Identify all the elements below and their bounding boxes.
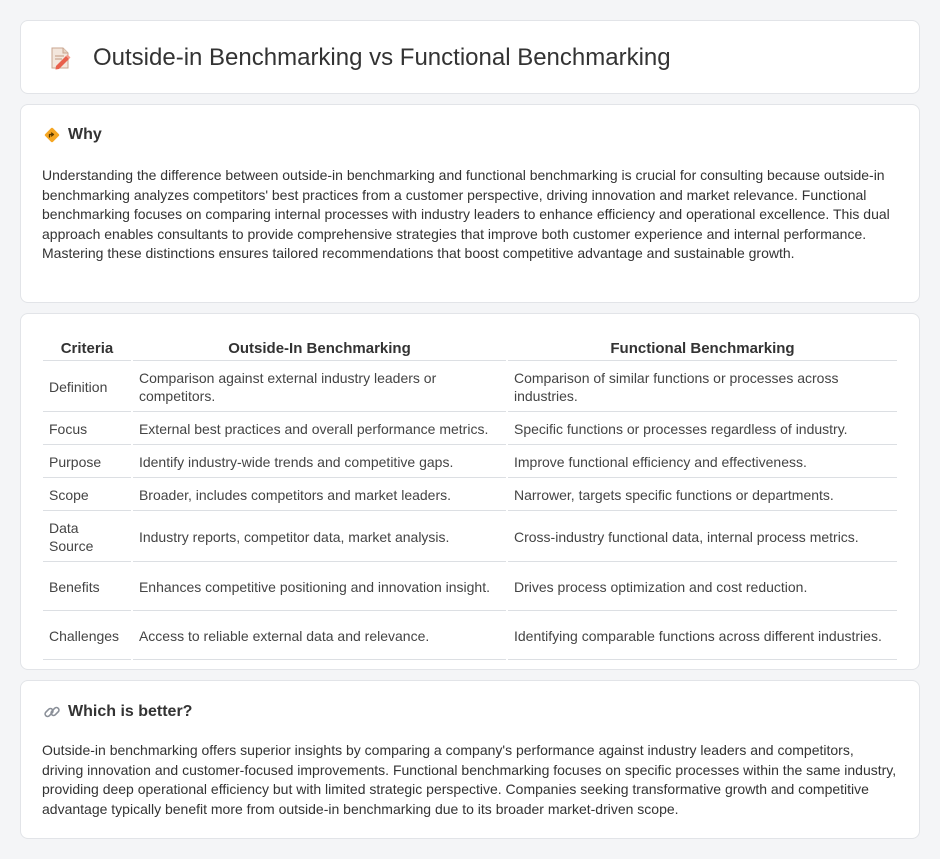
table-row [43, 513, 897, 562]
table-row [43, 564, 897, 611]
row-criterion: Definition [43, 363, 131, 412]
header-functional: Functional Benchmarking [508, 335, 897, 361]
row-criterion: Focus [43, 414, 131, 445]
table-header-row [43, 335, 897, 361]
row-criterion: Scope [43, 480, 131, 511]
comparison-table-card [20, 313, 920, 670]
table-row [43, 613, 897, 660]
better-header [43, 703, 192, 721]
row-outside-in: Identify industry-wide trends and competitive gaps. [133, 447, 506, 478]
why-header [43, 126, 102, 144]
which-is-better-card [20, 680, 920, 839]
link-icon [43, 703, 61, 721]
document-pencil-icon [47, 45, 73, 71]
row-functional: Identifying comparable functions across different industries. [508, 613, 897, 660]
row-functional: Comparison of similar functions or processes across industries. [508, 363, 897, 412]
table-row [43, 447, 897, 478]
title-row [47, 21, 671, 95]
row-outside-in: Industry reports, competitor data, market analysis. [133, 513, 506, 562]
row-functional: Specific functions or processes regardless of industry. [508, 414, 897, 445]
row-functional: Narrower, targets specific functions or departments. [508, 480, 897, 511]
better-title: Which is better? [68, 703, 193, 720]
row-outside-in: Enhances competitive positioning and innovation insight. [133, 564, 506, 611]
title-card [20, 20, 920, 94]
header-criteria: Criteria [43, 335, 131, 361]
row-criterion: Benefits [43, 564, 131, 611]
why-body: Understanding the difference between outside-in benchmarking and functional benchmarking is crucial for consulting because outside-in benchmarking analyzes competitors' best practices from a customer perspective, driving innovation and market relevance. Functional benchmarking focuses on comparing internal processes with industry leaders to enhance efficiency and operational excellence. This dual approach enables consultants to provide comprehensive strategies that improve both customer experience and internal performance. Mastering these distinctions ensures tailored recommendations that boost competitive advantage and sustainable growth. [42, 167, 890, 262]
why-card [20, 104, 920, 303]
row-outside-in: Broader, includes competitors and market leaders. [133, 480, 506, 511]
table-row [43, 414, 897, 445]
row-criterion: Data Source [43, 513, 131, 562]
comparison-table [41, 333, 899, 662]
better-body: Outside-in benchmarking offers superior insights by comparing a company's performance against industry leaders and competitors, driving innovation and customer-focused improvements. Functional benchmarking focuses on specific processes within the same industry, providing deep operational efficiency but with limited strategic perspective. Companies seeking transformative growth and competitive advantage typically benefit more from outside-in benchmarking due to its broader market-driven scope. [42, 742, 897, 817]
header-outside-in: Outside-In Benchmarking [133, 335, 506, 361]
row-functional: Cross-industry functional data, internal process metrics. [508, 513, 897, 562]
row-functional: Drives process optimization and cost reduction. [508, 564, 897, 611]
table-row [43, 480, 897, 511]
why-title: Why [68, 126, 102, 143]
row-outside-in: Access to reliable external data and relevance. [133, 613, 506, 660]
row-criterion: Challenges [43, 613, 131, 660]
page-title: Outside-in Benchmarking vs Functional Benchmarking [93, 44, 671, 71]
row-outside-in: Comparison against external industry leaders or competitors. [133, 363, 506, 412]
row-criterion: Purpose [43, 447, 131, 478]
table-row [43, 363, 897, 412]
diamond-signpost-icon [43, 126, 61, 144]
row-outside-in: External best practices and overall performance metrics. [133, 414, 506, 445]
row-functional: Improve functional efficiency and effectiveness. [508, 447, 897, 478]
